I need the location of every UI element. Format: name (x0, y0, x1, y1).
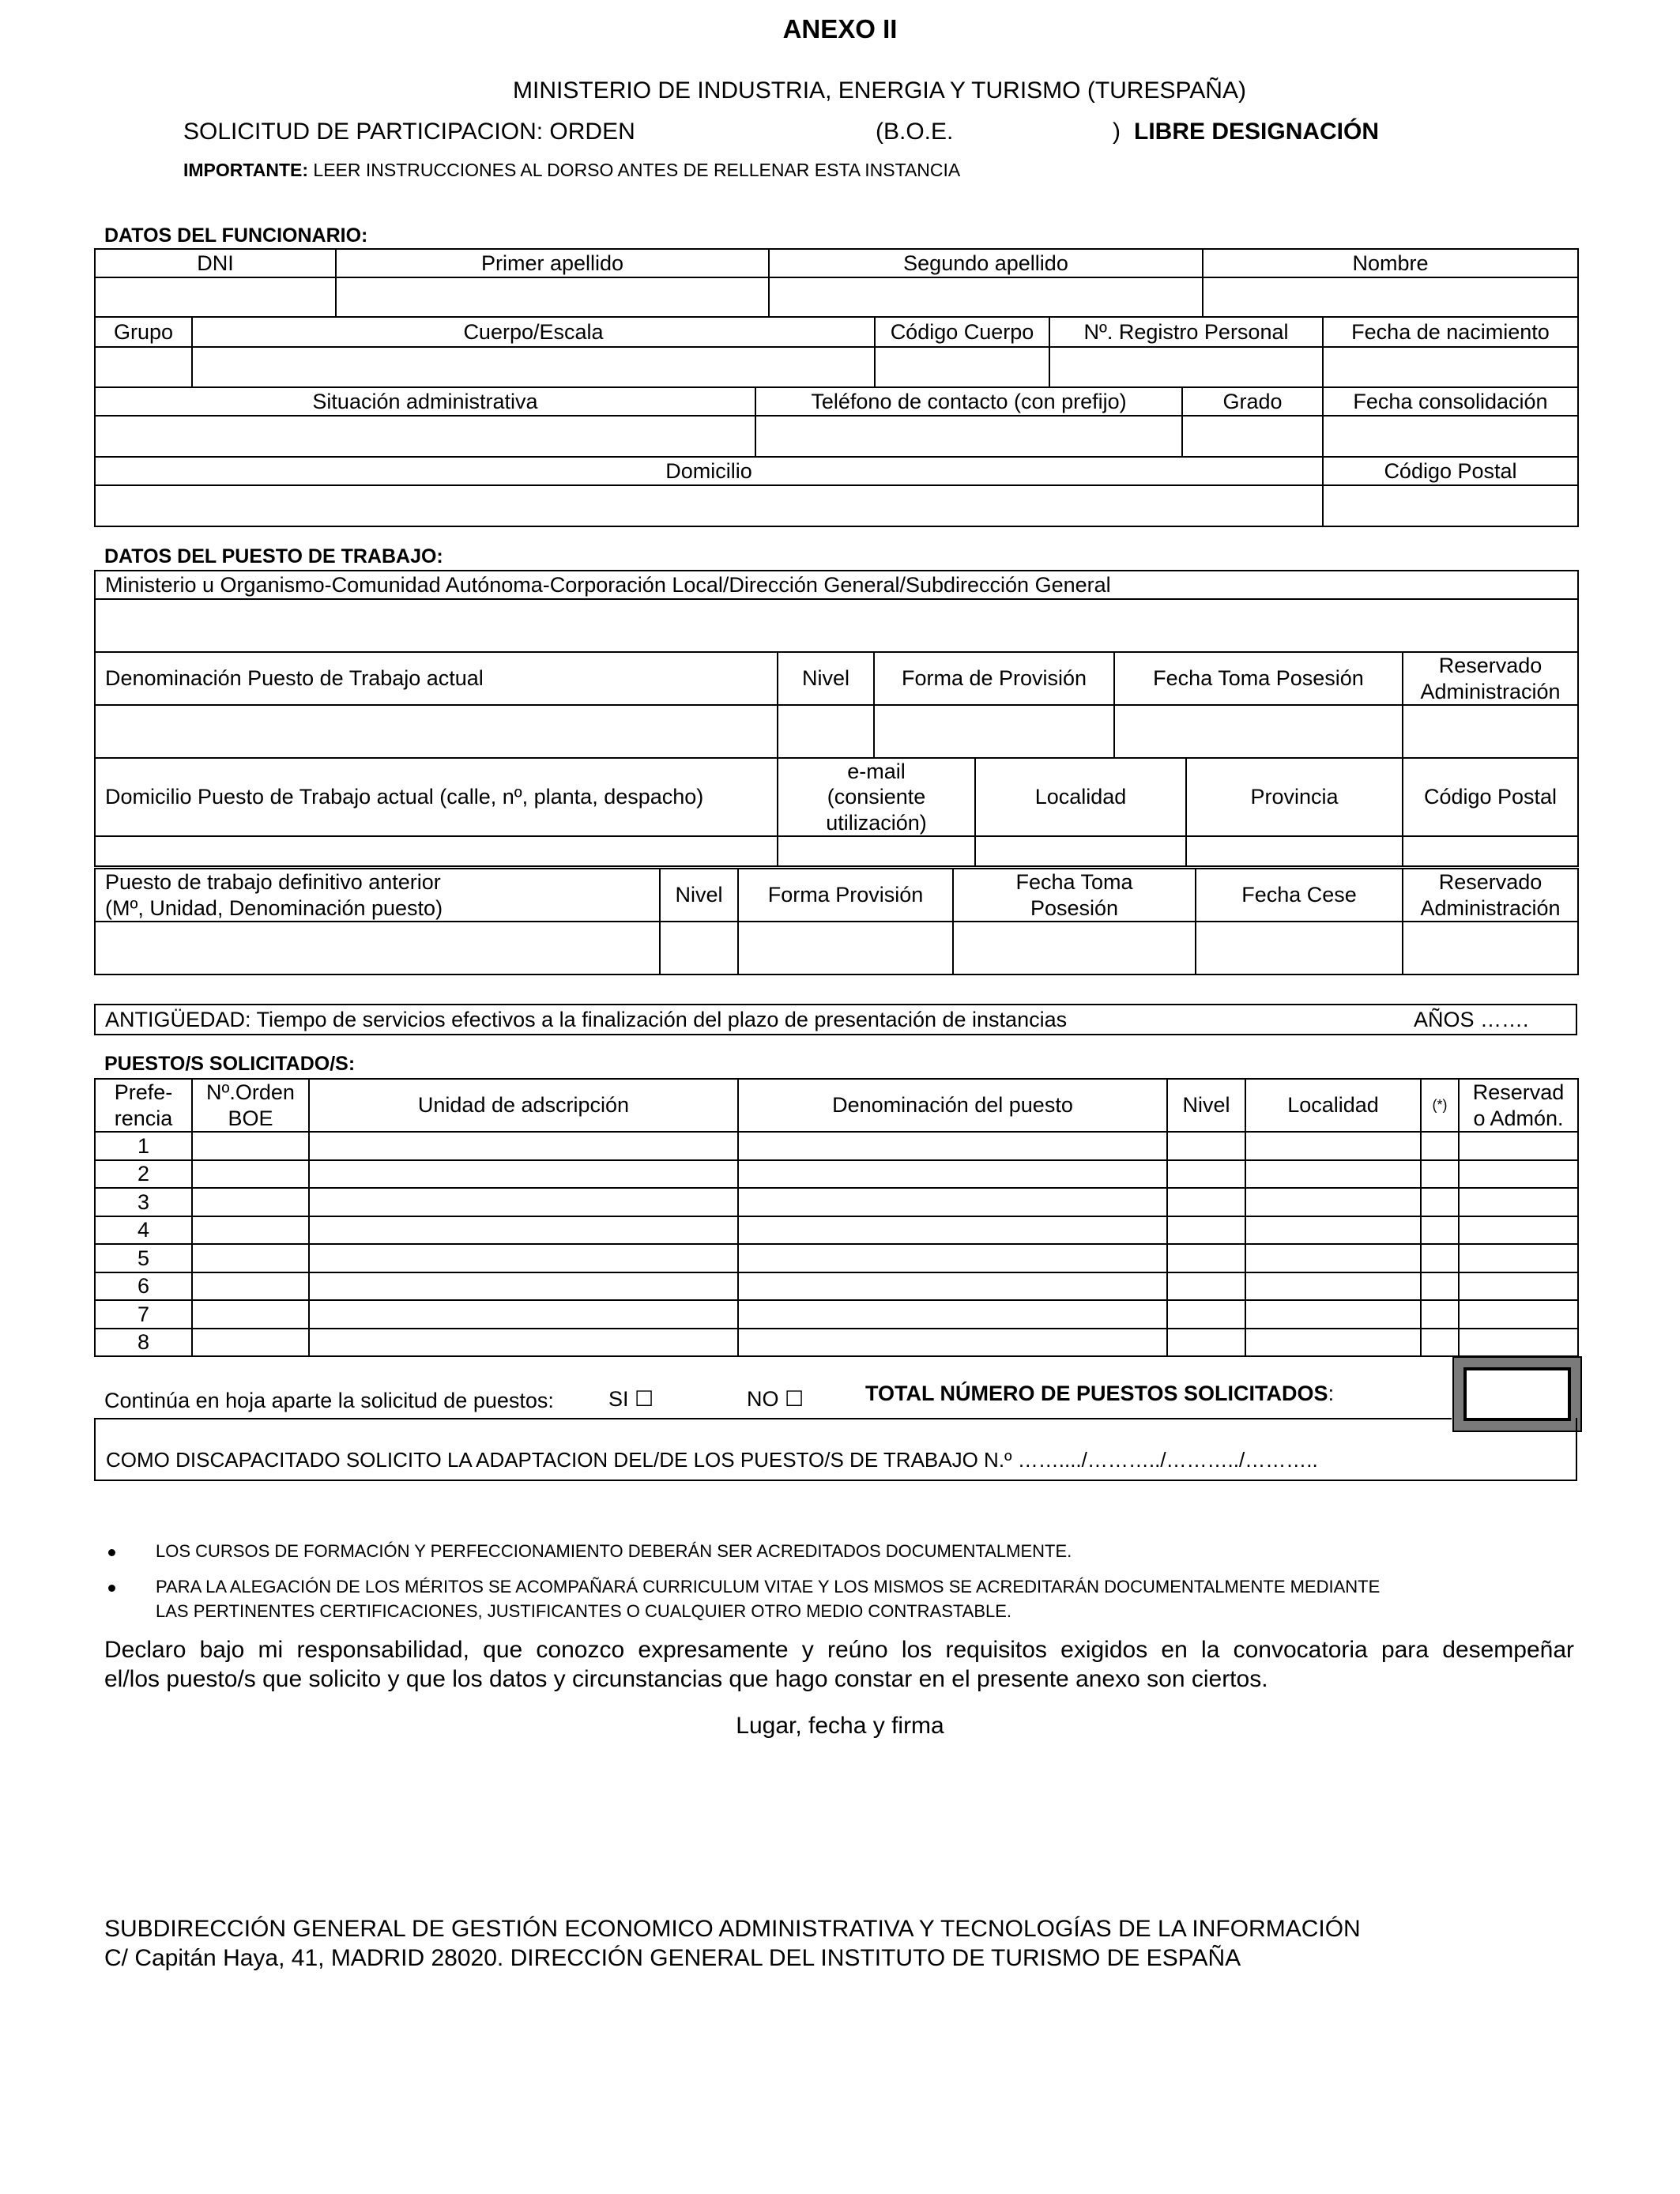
localidad-cell[interactable] (1245, 1160, 1421, 1189)
ministerio-field[interactable] (95, 599, 1578, 652)
localidad-cell[interactable] (1245, 1272, 1421, 1301)
codigo-postal-field[interactable] (1323, 485, 1578, 526)
orden-boe-cell[interactable] (192, 1216, 309, 1245)
domicilio-field[interactable] (95, 485, 1323, 526)
localidad-cell[interactable] (1245, 1244, 1421, 1272)
reservado-line2: Administración (1420, 679, 1561, 703)
codigo-cuerpo-field[interactable] (875, 347, 1049, 387)
bullet-dot (108, 1549, 115, 1556)
bullet-dot (108, 1585, 115, 1592)
orden-line1: Nº.Orden (206, 1080, 295, 1105)
denominacion-cell[interactable] (738, 1188, 1167, 1216)
row-number: 4 (95, 1216, 192, 1245)
orden-boe-header (192, 1079, 309, 1132)
nivel-field[interactable] (778, 705, 874, 758)
dni-header: DNI (95, 249, 336, 277)
unidad-cell[interactable] (309, 1160, 738, 1189)
orden-line2: BOE (228, 1106, 273, 1130)
segundo-apellido-header: Segundo apellido (769, 249, 1203, 277)
reservado-anterior-line1: Reservado (1438, 870, 1543, 895)
footer-subdireccion: SUBDIRECCIÓN GENERAL DE GESTIÓN ECONOMICO ADMINISTRATIVA Y TECNOLOGÍAS DE LA INFORMACIÓN (104, 1916, 1361, 1942)
email-header (778, 758, 975, 836)
denominacion-cell[interactable] (738, 1272, 1167, 1301)
total-text: TOTAL NÚMERO DE PUESTOS SOLICITADOS (865, 1382, 1328, 1405)
registro-personal-header: Nº. Registro Personal (1049, 317, 1323, 347)
importante-label: IMPORTANTE: (183, 160, 309, 180)
provincia-header: Provincia (1186, 758, 1403, 836)
unidad-cell[interactable] (309, 1272, 738, 1301)
reservado-anterior-header (1403, 869, 1578, 922)
preferencia-header (95, 1079, 192, 1132)
fecha-toma-header: Fecha Toma Posesión (1114, 652, 1403, 705)
grado-header: Grado (1182, 387, 1323, 416)
anos-field[interactable]: AÑOS ……. (1414, 1008, 1529, 1031)
continua-si-checkbox[interactable]: SI ☐ (608, 1387, 654, 1411)
localidad-cell[interactable] (1245, 1188, 1421, 1216)
codigo-postal-puesto-field[interactable] (1403, 836, 1578, 866)
reservado-anterior-field[interactable] (1403, 922, 1578, 974)
nivel-cell[interactable] (1167, 1160, 1245, 1189)
unidad-cell[interactable] (309, 1244, 738, 1272)
nombre-field[interactable] (1203, 277, 1578, 317)
localidad-cell[interactable] (1245, 1329, 1421, 1357)
solicitados-table (94, 1078, 1579, 1357)
table-row (95, 1272, 1578, 1301)
cuerpo-table (94, 316, 1579, 388)
dni-field[interactable] (95, 277, 336, 317)
antiguedad-text: ANTIGÜEDAD: Tiempo de servicios efectivos a la finalización del plazo de presentación de instancias (105, 1007, 1068, 1031)
grado-field[interactable] (1182, 416, 1323, 457)
unidad-cell[interactable] (309, 1216, 738, 1245)
grupo-header: Grupo (95, 317, 192, 347)
asterisk-cell[interactable] (1421, 1300, 1459, 1329)
declaro-line2: el/los puesto/s que solicito y que los datos y circunstancias que hago constar en el presente anexo son ciertos. (104, 1666, 1268, 1692)
nivel-cell[interactable] (1167, 1132, 1245, 1160)
forma-provision-field[interactable] (874, 705, 1114, 758)
codigo-cuerpo-header: Código Cuerpo (875, 317, 1049, 347)
orden-boe-cell[interactable] (192, 1244, 309, 1272)
reservado-cell[interactable] (1459, 1188, 1578, 1216)
nivel-header: Nivel (778, 652, 874, 705)
domicilio-table (94, 456, 1579, 527)
primer-apellido-field[interactable] (336, 277, 769, 317)
total-count-field[interactable] (1463, 1367, 1571, 1421)
table-row (95, 1244, 1578, 1272)
reservado-admon-header (1459, 1079, 1578, 1132)
lugar-fecha-firma: Lugar, fecha y firma (736, 1713, 944, 1739)
orden-boe-cell[interactable] (192, 1329, 309, 1357)
nivel-anterior-field[interactable] (660, 922, 738, 974)
discapacitado-text: COMO DISCAPACITADO SOLICITO LA ADAPTACION DEL/DE LOS PUESTO/S DE TRABAJO N.º ……..../………../………../……….. (106, 1448, 1318, 1472)
telefono-field[interactable] (755, 416, 1182, 457)
domicilio-puesto-field[interactable] (95, 836, 778, 866)
declaro-line1: Declaro bajo mi responsabilidad, que conozco expresamente y reúno los requisitos exigidos en la convocatoria para desempeñar (104, 1637, 1574, 1663)
localidad-solicitado-header: Localidad (1245, 1079, 1421, 1132)
table-row (95, 1216, 1578, 1245)
page-title: ANEXO II (782, 14, 898, 43)
table-row (95, 1329, 1578, 1357)
nivel-cell[interactable] (1167, 1244, 1245, 1272)
puesto-anterior-field[interactable] (95, 922, 660, 974)
row-number: 5 (95, 1244, 192, 1272)
email-field[interactable] (778, 836, 975, 866)
grupo-field[interactable] (95, 347, 192, 387)
nivel-anterior-header: Nivel (660, 869, 738, 922)
situacion-field[interactable] (95, 416, 755, 457)
reservado-cell[interactable] (1459, 1132, 1578, 1160)
segundo-apellido-field[interactable] (769, 277, 1203, 317)
funcionario-table (94, 248, 1579, 318)
domicilio-puesto-header: Domicilio Puesto de Trabajo actual (calle, nº, planta, despacho) (95, 758, 778, 836)
fecha-toma-anterior-field[interactable] (953, 922, 1196, 974)
cuerpo-escala-header: Cuerpo/Escala (192, 317, 875, 347)
row-number: 2 (95, 1160, 192, 1189)
ministerio-header: Ministerio u Organismo-Comunidad Autónoma-Corporación Local/Dirección General/Subdirección General (95, 571, 1578, 599)
fecha-cese-header: Fecha Cese (1196, 869, 1403, 922)
fecha-nacimiento-header: Fecha de nacimiento (1323, 317, 1578, 347)
discapacitado-top-rule (96, 1418, 1452, 1419)
solicitud-label: SOLICITUD DE PARTICIPACION: ORDEN (183, 119, 635, 145)
localidad-header: Localidad (975, 758, 1186, 836)
denominacion-cell[interactable] (738, 1132, 1167, 1160)
row-number: 7 (95, 1300, 192, 1329)
importante-note (183, 160, 960, 181)
domicilio-header: Domicilio (95, 457, 1323, 485)
nombre-header: Nombre (1203, 249, 1578, 277)
anterior-table (94, 868, 1579, 975)
fecha-toma-anterior-header (953, 869, 1196, 922)
libre-designacion: LIBRE DESIGNACIÓN (1134, 119, 1380, 145)
denominacion-cell[interactable] (738, 1216, 1167, 1245)
reservado-cell[interactable] (1459, 1329, 1578, 1357)
unidad-header: Unidad de adscripción (309, 1079, 738, 1132)
total-colon: : (1328, 1382, 1335, 1405)
codigo-postal-puesto-header: Código Postal (1403, 758, 1578, 836)
fecha-consolidacion-field[interactable] (1323, 416, 1578, 457)
asterisk-cell[interactable] (1421, 1216, 1459, 1245)
denominacion-puesto-header: Denominación del puesto (738, 1079, 1167, 1132)
situacion-table (94, 386, 1579, 458)
email-line2: (consiente utilización) (826, 785, 927, 835)
forma-provision-header: Forma de Provisión (874, 652, 1114, 705)
reservado-cell[interactable] (1459, 1244, 1578, 1272)
nivel-cell[interactable] (1167, 1272, 1245, 1301)
bullet-meritos-line1: PARA LA ALEGACIÓN DE LOS MÉRITOS SE ACOMPAÑARÁ CURRICULUM VITAE Y LOS MISMOS SE ACREDITARÁN DOCUMENTALMENTE MEDIANTE (156, 1577, 1381, 1596)
registro-personal-field[interactable] (1049, 347, 1323, 387)
footer-address: C/ Capitán Haya, 41, MADRID 28020. DIRECCIÓN GENERAL DEL INSTITUTO DE TURISMO DE ESPAÑA (104, 1945, 1241, 1971)
discapacitado-box (94, 1418, 1577, 1481)
unidad-cell[interactable] (309, 1300, 738, 1329)
nivel-solicitado-header: Nivel (1167, 1079, 1245, 1132)
localidad-cell[interactable] (1245, 1132, 1421, 1160)
forma-anterior-field[interactable] (738, 922, 953, 974)
bullet-meritos-line2: LAS PERTINENTES CERTIFICACIONES, JUSTIFICANTES O CUALQUIER OTRO MEDIO CONTRASTABLE. (156, 1601, 1012, 1621)
bullet-cursos: LOS CURSOS DE FORMACIÓN Y PERFECCIONAMIENTO DEBERÁN SER ACREDITADOS DOCUMENTALMENTE. (156, 1541, 1072, 1561)
asterisk-cell[interactable] (1421, 1160, 1459, 1189)
cuerpo-escala-field[interactable] (192, 347, 875, 387)
orden-boe-cell[interactable] (192, 1160, 309, 1189)
email-line1: e-mail (847, 760, 906, 783)
fecha-cese-field[interactable] (1196, 922, 1403, 974)
table-row (95, 1132, 1578, 1160)
nivel-cell[interactable] (1167, 1216, 1245, 1245)
localidad-cell[interactable] (1245, 1300, 1421, 1329)
paren-close: ) (1113, 119, 1121, 145)
asterisk-cell[interactable] (1421, 1329, 1459, 1357)
provincia-field[interactable] (1186, 836, 1403, 866)
reservado-cell[interactable] (1459, 1272, 1578, 1301)
unidad-cell[interactable] (309, 1329, 738, 1357)
situacion-header: Situación administrativa (95, 387, 755, 416)
reservado-cell[interactable] (1459, 1216, 1578, 1245)
denominacion-cell[interactable] (738, 1329, 1167, 1357)
reservado-admon-line1: Reservad (1472, 1080, 1565, 1105)
importante-text: LEER INSTRUCCIONES AL DORSO ANTES DE RELLENAR ESTA INSTANCIA (313, 160, 961, 180)
reservado-header (1403, 652, 1578, 705)
nivel-cell[interactable] (1167, 1188, 1245, 1216)
continua-no-checkbox[interactable]: NO ☐ (747, 1387, 804, 1411)
unidad-cell[interactable] (309, 1132, 738, 1160)
asterisk-cell[interactable] (1421, 1132, 1459, 1160)
puesto-heading: DATOS DEL PUESTO DE TRABAJO: (104, 545, 443, 567)
funcionario-heading: DATOS DEL FUNCIONARIO: (104, 224, 368, 247)
orden-boe-cell[interactable] (192, 1132, 309, 1160)
fecha-toma-field[interactable] (1114, 705, 1403, 758)
forma-anterior-header: Forma Provisión (738, 869, 953, 922)
puesto-table (94, 570, 1579, 867)
fecha-toma-anterior-line2: Posesión (1030, 895, 1119, 920)
row-number: 3 (95, 1188, 192, 1216)
reservado-field[interactable] (1403, 705, 1578, 758)
puesto-anterior-line1: Puesto de trabajo definitivo anterior (105, 870, 441, 895)
preferencia-line1: Prefe- (114, 1080, 173, 1105)
asterisk-header: (*) (1421, 1079, 1459, 1132)
table-row (95, 1160, 1578, 1189)
localidad-field[interactable] (975, 836, 1186, 866)
denominacion-field[interactable] (95, 705, 778, 758)
codigo-postal-header: Código Postal (1323, 457, 1578, 485)
solicitados-heading: PUESTO/S SOLICITADO/S: (104, 1053, 356, 1075)
denominacion-cell[interactable] (738, 1300, 1167, 1329)
continua-text: Continúa en hoja aparte la solicitud de puestos: (104, 1389, 554, 1412)
table-row (95, 1300, 1578, 1329)
puesto-anterior-line2: (Mº, Unidad, Denominación puesto) (105, 895, 443, 920)
orden-boe-cell[interactable] (192, 1188, 309, 1216)
total-label (865, 1382, 1334, 1406)
ministry-line: MINISTERIO DE INDUSTRIA, ENERGIA Y TURISMO (TURESPAÑA) (513, 77, 1246, 104)
asterisk-cell[interactable] (1421, 1188, 1459, 1216)
reservado-line1: Reservado (1438, 654, 1543, 678)
fecha-consolidacion-header: Fecha consolidación (1323, 387, 1578, 416)
denominacion-header: Denominación Puesto de Trabajo actual (95, 652, 778, 705)
orden-boe-cell[interactable] (192, 1272, 309, 1301)
unidad-cell[interactable] (309, 1188, 738, 1216)
preferencia-line2: rencia (114, 1106, 173, 1130)
antiguedad-table (94, 1004, 1577, 1035)
telefono-header: Teléfono de contacto (con prefijo) (755, 387, 1182, 416)
reservado-anterior-line2: Administración (1420, 895, 1561, 920)
orden-boe-cell[interactable] (192, 1300, 309, 1329)
fecha-toma-anterior-line1: Fecha Toma (1015, 870, 1133, 895)
denominacion-cell[interactable] (738, 1244, 1167, 1272)
row-number: 1 (95, 1132, 192, 1160)
table-row (95, 1188, 1578, 1216)
nivel-cell[interactable] (1167, 1329, 1245, 1357)
row-number: 6 (95, 1272, 192, 1301)
antiguedad-row (95, 1005, 1576, 1035)
reservado-cell[interactable] (1459, 1300, 1578, 1329)
nivel-cell[interactable] (1167, 1300, 1245, 1329)
boe-label: (B.O.E. (876, 119, 954, 145)
reservado-cell[interactable] (1459, 1160, 1578, 1189)
row-number: 8 (95, 1329, 192, 1357)
localidad-cell[interactable] (1245, 1216, 1421, 1245)
reservado-admon-line2: o Admón. (1473, 1106, 1564, 1130)
primer-apellido-header: Primer apellido (336, 249, 769, 277)
asterisk-cell[interactable] (1421, 1244, 1459, 1272)
denominacion-cell[interactable] (738, 1160, 1167, 1189)
puesto-anterior-header (95, 869, 660, 922)
asterisk-cell[interactable] (1421, 1272, 1459, 1301)
fecha-nacimiento-field[interactable] (1323, 347, 1578, 387)
